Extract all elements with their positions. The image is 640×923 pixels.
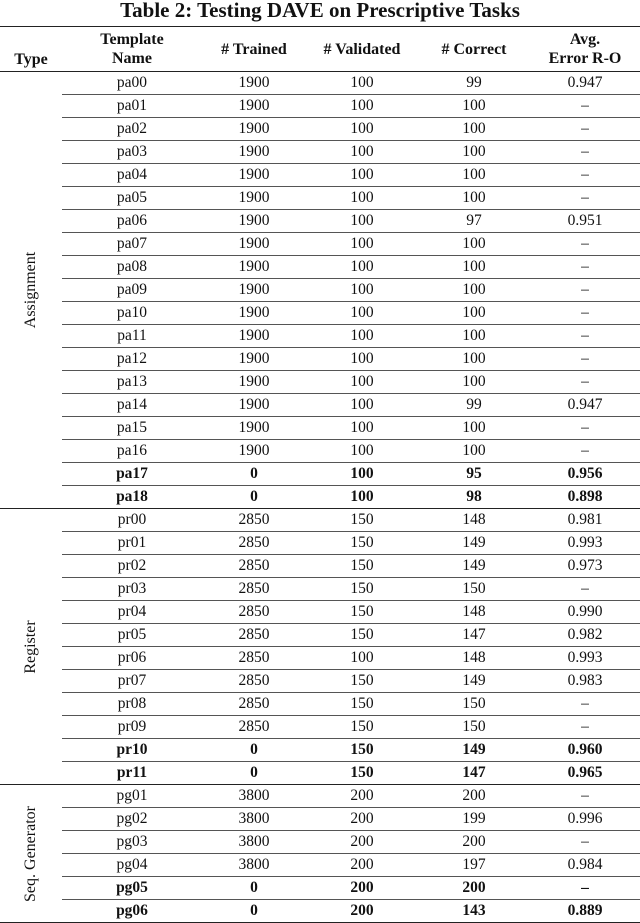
correct-cell: 150 <box>418 578 530 601</box>
avg-error-cell: 0.982 <box>530 624 640 647</box>
avg-error-cell: – <box>530 693 640 716</box>
avg-error-cell: – <box>530 279 640 302</box>
validated-cell: 200 <box>306 831 418 854</box>
table-row <box>0 601 640 624</box>
table-row <box>0 900 640 923</box>
avg-error-cell: 0.993 <box>530 532 640 555</box>
avg-error-cell: – <box>530 348 640 371</box>
avg-error-cell: – <box>530 95 640 118</box>
validated-cell: 150 <box>306 624 418 647</box>
validated-cell: 100 <box>306 325 418 348</box>
trained-cell: 1900 <box>202 95 306 118</box>
trained-cell: 1900 <box>202 187 306 210</box>
avg-error-cell: 0.947 <box>530 72 640 95</box>
template-name-cell: pr03 <box>62 578 202 601</box>
avg-error-cell: – <box>530 831 640 854</box>
trained-cell: 1900 <box>202 72 306 95</box>
validated-cell: 100 <box>306 72 418 95</box>
avg-error-cell: – <box>530 877 640 900</box>
correct-cell: 100 <box>418 141 530 164</box>
avg-error-cell: 0.993 <box>530 647 640 670</box>
validated-cell: 200 <box>306 785 418 808</box>
trained-cell: 2850 <box>202 509 306 532</box>
trained-cell: 1900 <box>202 371 306 394</box>
correct-cell: 99 <box>418 394 530 417</box>
correct-cell: 199 <box>418 808 530 831</box>
avg-error-cell: – <box>530 371 640 394</box>
trained-cell: 3800 <box>202 808 306 831</box>
correct-cell: 149 <box>418 532 530 555</box>
correct-cell: 200 <box>418 877 530 900</box>
results-table <box>0 26 640 923</box>
template-name-cell: pr02 <box>62 555 202 578</box>
table-row <box>0 417 640 440</box>
trained-cell: 3800 <box>202 785 306 808</box>
validated-cell: 100 <box>306 302 418 325</box>
correct-cell: 143 <box>418 900 530 923</box>
group-type-cell <box>0 72 62 509</box>
trained-cell: 1900 <box>202 210 306 233</box>
header-type: Type <box>0 27 62 72</box>
table-row <box>0 141 640 164</box>
correct-cell: 148 <box>418 509 530 532</box>
trained-cell: 1900 <box>202 141 306 164</box>
correct-cell: 100 <box>418 256 530 279</box>
table-row <box>0 555 640 578</box>
table-row <box>0 877 640 900</box>
table-row <box>0 670 640 693</box>
table-row <box>0 72 640 95</box>
template-name-cell: pa13 <box>62 371 202 394</box>
template-name-cell: pr05 <box>62 624 202 647</box>
avg-error-cell: – <box>530 256 640 279</box>
table-row <box>0 509 640 532</box>
template-name-cell: pa17 <box>62 463 202 486</box>
table-row <box>0 647 640 670</box>
table-row <box>0 624 640 647</box>
avg-error-cell: – <box>530 578 640 601</box>
trained-cell: 2850 <box>202 670 306 693</box>
trained-cell: 2850 <box>202 716 306 739</box>
avg-error-cell: 0.898 <box>530 486 640 509</box>
table-group <box>0 785 640 923</box>
correct-cell: 100 <box>418 95 530 118</box>
template-name-cell: pr09 <box>62 716 202 739</box>
correct-cell: 147 <box>418 624 530 647</box>
template-name-cell: pr08 <box>62 693 202 716</box>
avg-error-cell: 0.951 <box>530 210 640 233</box>
header-correct: # Correct <box>418 27 530 72</box>
validated-cell: 150 <box>306 670 418 693</box>
validated-cell: 100 <box>306 463 418 486</box>
validated-cell: 150 <box>306 509 418 532</box>
header-avg-error <box>530 27 640 72</box>
avg-error-cell: – <box>530 302 640 325</box>
correct-cell: 100 <box>418 279 530 302</box>
header-trained: # Trained <box>202 27 306 72</box>
table-row <box>0 831 640 854</box>
template-name-cell: pa00 <box>62 72 202 95</box>
template-name-cell: pa11 <box>62 325 202 348</box>
validated-cell: 150 <box>306 762 418 785</box>
template-name-cell: pa15 <box>62 417 202 440</box>
trained-cell: 0 <box>202 762 306 785</box>
template-name-cell: pa18 <box>62 486 202 509</box>
validated-cell: 150 <box>306 693 418 716</box>
table-row <box>0 785 640 808</box>
table-caption: Table 2: Testing DAVE on Prescriptive Tasks <box>120 0 520 22</box>
correct-cell: 149 <box>418 555 530 578</box>
correct-cell: 100 <box>418 417 530 440</box>
template-name-cell: pa02 <box>62 118 202 141</box>
avg-error-cell: 0.981 <box>530 509 640 532</box>
validated-cell: 200 <box>306 877 418 900</box>
table-row <box>0 187 640 210</box>
table-row <box>0 118 640 141</box>
avg-error-cell: – <box>530 716 640 739</box>
correct-cell: 100 <box>418 187 530 210</box>
table-row <box>0 440 640 463</box>
trained-cell: 0 <box>202 900 306 923</box>
trained-cell: 1900 <box>202 394 306 417</box>
validated-cell: 100 <box>306 210 418 233</box>
group-type-label: Seq. Generator <box>22 805 39 902</box>
validated-cell: 100 <box>306 394 418 417</box>
avg-error-cell: 0.996 <box>530 808 640 831</box>
avg-error-cell: – <box>530 233 640 256</box>
validated-cell: 150 <box>306 578 418 601</box>
template-name-cell: pa07 <box>62 233 202 256</box>
header-validated: # Validated <box>306 27 418 72</box>
avg-error-cell: – <box>530 164 640 187</box>
correct-cell: 200 <box>418 831 530 854</box>
trained-cell: 1900 <box>202 440 306 463</box>
template-name-cell: pr01 <box>62 532 202 555</box>
trained-cell: 0 <box>202 463 306 486</box>
template-name-cell: pa01 <box>62 95 202 118</box>
correct-cell: 97 <box>418 210 530 233</box>
header-template-name <box>62 27 202 72</box>
avg-error-cell: 0.983 <box>530 670 640 693</box>
avg-error-cell: 0.984 <box>530 854 640 877</box>
table-row <box>0 808 640 831</box>
table-row <box>0 394 640 417</box>
validated-cell: 100 <box>306 233 418 256</box>
table-row <box>0 578 640 601</box>
table-row <box>0 716 640 739</box>
trained-cell: 1900 <box>202 302 306 325</box>
table-row <box>0 95 640 118</box>
trained-cell: 2850 <box>202 578 306 601</box>
avg-error-cell: 0.990 <box>530 601 640 624</box>
trained-cell: 2850 <box>202 532 306 555</box>
template-name-cell: pa12 <box>62 348 202 371</box>
avg-error-cell: – <box>530 118 640 141</box>
header-template-name-line1: Template <box>100 31 164 48</box>
template-name-cell: pr04 <box>62 601 202 624</box>
table-row <box>0 693 640 716</box>
validated-cell: 100 <box>306 348 418 371</box>
table-row <box>0 325 640 348</box>
trained-cell: 2850 <box>202 624 306 647</box>
trained-cell: 0 <box>202 486 306 509</box>
trained-cell: 1900 <box>202 233 306 256</box>
header-avg-error-line2: Error R-O <box>548 50 622 67</box>
avg-error-cell: – <box>530 417 640 440</box>
trained-cell: 1900 <box>202 348 306 371</box>
validated-cell: 150 <box>306 601 418 624</box>
template-name-cell: pr07 <box>62 670 202 693</box>
table-row <box>0 210 640 233</box>
correct-cell: 95 <box>418 463 530 486</box>
avg-error-cell: – <box>530 325 640 348</box>
avg-error-cell: 0.956 <box>530 463 640 486</box>
avg-error-cell: 0.889 <box>530 900 640 923</box>
table-header <box>0 27 640 72</box>
template-name-cell: pg04 <box>62 854 202 877</box>
template-name-cell: pr10 <box>62 739 202 762</box>
correct-cell: 147 <box>418 762 530 785</box>
correct-cell: 100 <box>418 164 530 187</box>
template-name-cell: pr11 <box>62 762 202 785</box>
avg-error-cell: 0.973 <box>530 555 640 578</box>
template-name-cell: pa03 <box>62 141 202 164</box>
avg-error-cell: 0.960 <box>530 739 640 762</box>
avg-error-cell: 0.947 <box>530 394 640 417</box>
correct-cell: 100 <box>418 440 530 463</box>
template-name-cell: pg06 <box>62 900 202 923</box>
table-row <box>0 279 640 302</box>
table-row <box>0 739 640 762</box>
template-name-cell: pa06 <box>62 210 202 233</box>
template-name-cell: pa05 <box>62 187 202 210</box>
template-name-cell: pa10 <box>62 302 202 325</box>
validated-cell: 200 <box>306 900 418 923</box>
template-name-cell: pa04 <box>62 164 202 187</box>
table-group <box>0 509 640 785</box>
avg-error-cell: – <box>530 187 640 210</box>
correct-cell: 149 <box>418 739 530 762</box>
correct-cell: 100 <box>418 325 530 348</box>
validated-cell: 100 <box>306 440 418 463</box>
validated-cell: 100 <box>306 187 418 210</box>
trained-cell: 2850 <box>202 555 306 578</box>
trained-cell: 2850 <box>202 647 306 670</box>
trained-cell: 1900 <box>202 118 306 141</box>
trained-cell: 2850 <box>202 601 306 624</box>
validated-cell: 150 <box>306 716 418 739</box>
table-row <box>0 371 640 394</box>
correct-cell: 99 <box>418 72 530 95</box>
validated-cell: 100 <box>306 417 418 440</box>
table-row <box>0 532 640 555</box>
template-name-cell: pr00 <box>62 509 202 532</box>
correct-cell: 150 <box>418 716 530 739</box>
trained-cell: 3800 <box>202 831 306 854</box>
validated-cell: 100 <box>306 486 418 509</box>
template-name-cell: pa14 <box>62 394 202 417</box>
table-row <box>0 348 640 371</box>
correct-cell: 100 <box>418 118 530 141</box>
validated-cell: 150 <box>306 555 418 578</box>
avg-error-cell: – <box>530 440 640 463</box>
correct-cell: 98 <box>418 486 530 509</box>
correct-cell: 150 <box>418 693 530 716</box>
table-row <box>0 486 640 509</box>
trained-cell: 1900 <box>202 164 306 187</box>
table-row <box>0 762 640 785</box>
group-type-cell <box>0 785 62 923</box>
validated-cell: 100 <box>306 256 418 279</box>
table-row <box>0 233 640 256</box>
validated-cell: 100 <box>306 279 418 302</box>
correct-cell: 100 <box>418 302 530 325</box>
validated-cell: 100 <box>306 95 418 118</box>
table-row <box>0 164 640 187</box>
table-group <box>0 72 640 509</box>
validated-cell: 100 <box>306 371 418 394</box>
trained-cell: 1900 <box>202 417 306 440</box>
validated-cell: 100 <box>306 647 418 670</box>
validated-cell: 200 <box>306 808 418 831</box>
template-name-cell: pr06 <box>62 647 202 670</box>
group-type-label: Assignment <box>22 251 39 329</box>
header-avg-error-line1: Avg. <box>569 31 601 48</box>
template-name-cell: pg01 <box>62 785 202 808</box>
correct-cell: 100 <box>418 371 530 394</box>
table-row <box>0 854 640 877</box>
template-name-cell: pg05 <box>62 877 202 900</box>
validated-cell: 150 <box>306 739 418 762</box>
table-row <box>0 463 640 486</box>
correct-cell: 200 <box>418 785 530 808</box>
group-type-label: Register <box>22 619 39 674</box>
header-template-name-line2: Name <box>112 50 152 67</box>
template-name-cell: pa09 <box>62 279 202 302</box>
template-name-cell: pa08 <box>62 256 202 279</box>
template-name-cell: pg03 <box>62 831 202 854</box>
correct-cell: 148 <box>418 647 530 670</box>
avg-error-cell: – <box>530 141 640 164</box>
table-row <box>0 256 640 279</box>
validated-cell: 100 <box>306 164 418 187</box>
template-name-cell: pg02 <box>62 808 202 831</box>
trained-cell: 2850 <box>202 693 306 716</box>
trained-cell: 1900 <box>202 256 306 279</box>
correct-cell: 197 <box>418 854 530 877</box>
avg-error-cell: 0.965 <box>530 762 640 785</box>
trained-cell: 0 <box>202 877 306 900</box>
group-type-cell <box>0 509 62 785</box>
validated-cell: 200 <box>306 854 418 877</box>
correct-cell: 100 <box>418 233 530 256</box>
correct-cell: 149 <box>418 670 530 693</box>
trained-cell: 0 <box>202 739 306 762</box>
validated-cell: 150 <box>306 532 418 555</box>
trained-cell: 3800 <box>202 854 306 877</box>
validated-cell: 100 <box>306 118 418 141</box>
template-name-cell: pa16 <box>62 440 202 463</box>
table-row <box>0 302 640 325</box>
correct-cell: 100 <box>418 348 530 371</box>
correct-cell: 148 <box>418 601 530 624</box>
validated-cell: 100 <box>306 141 418 164</box>
trained-cell: 1900 <box>202 279 306 302</box>
trained-cell: 1900 <box>202 325 306 348</box>
avg-error-cell: – <box>530 785 640 808</box>
